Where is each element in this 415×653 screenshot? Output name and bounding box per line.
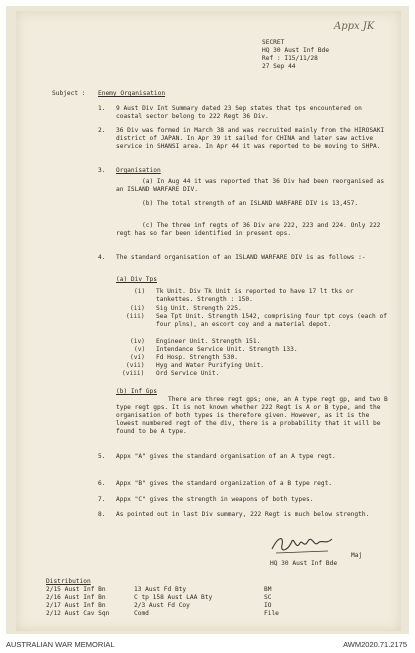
archive-footer: [0, 636, 415, 653]
div-tps-item: Intendance Service Unit. Strength 133.: [156, 346, 298, 353]
header-date: 27 Sep 44: [262, 63, 296, 70]
subject-label: Subject :: [52, 90, 86, 97]
header-ref: Ref : I15/11/28: [262, 55, 318, 62]
signature-unit: HQ 30 Aust Inf Bde: [270, 560, 338, 567]
para-5-text: Appx "A" gives the standard organisation of an A type regt.: [116, 453, 336, 460]
handwritten-annotation: Appx JK: [334, 21, 375, 32]
para-6-number: 6.: [98, 480, 106, 487]
div-tps-item: Tk Unit. Div Tk Unit is reported to have 17 lt tks or tankettes. Strength : 150.: [156, 288, 354, 303]
para-8-text: As pointed out in last Div summary, 222 Regt is much below strength.: [116, 511, 370, 518]
document-page: Appx JK SECRET HQ 30 Aust Inf Bde Ref : I15/11/28 27 Sep 44 Subject : Enemy Organisation 1. 9 Aust Div Int Summary dated 23 Sep states that tps encountered on coastal sector belong to 222 Regt 36 Div. 2. 36 Div was formed in March 38 and was recruited mainly from the HIROSAKI district of JAPAN. In Apr 39 it sailed for CHINA and later saw active service in SHANSI area. In Apr 44 it was reported to be moving to SHPA. 3. Organisation (a) In Aug 44 it was reported that 36 Div had been reorganised as an ISLAND WARFARE DIV. (b) The total strength of an ISLAND WARFARE DIV is 13,457. (c) The three inf regts of 36 Div are 222, 223 and 224. Only 222 regt has so far been identified in present ops. 4. The standard organisation of an ISLAND WARFARE DIV is as follows :- (a) Div Tps (i) Tk Unit. Div Tk Unit is reported to have 17 lt tks or tankettes. Strength : 150. (ii) Sig Unit. Strength 225. (iii) Sea Tpt Unit. Strength 1542, comprising four tpt coys (each of four plns), an escort coy and a material depot. (iv) Engineer Unit. Strength 151. (v) Intendance Service Unit. Strength 133. (vi) Fd Hosp. Strength 530. (vii) Hyg and Water Purifying Unit. (viii) Ord Service Unit. (b) Inf Gps There are three regt gps; one, an A type regt gp, and two B type regt gps. It is not known whether 222 Regt is A or B type, and the organisation of both types is therefore given. However, as it is the lowest numbered regt of the div, there is a probability that it will be found to be A type. 5. Appx "A" gives the standard organisation of an A type regt. 6. Appx "B" gives the standard organization of a B type regt. 7. Appx "C" gives the strength in weapons of both types. 8. As pointed out in last Div summary, 222 Regt is much below strength. Maj HQ 30 Aust Inf Bde Distribution 2/15 Aust Inf Bn 13 Aust Fd Bty BM 2/16 Aust Inf Bn C tp 158 Aust LAA Bty SC 2/17 Aust Inf Bn 2/3 Aust Fd Coy IO 2/12 Aust Cav Sqn Comd File: [16, 11, 401, 631]
div-tps-heading: (a) Div Tps: [116, 276, 157, 283]
div-tps-item-number: (iii): [126, 313, 145, 320]
classification: SECRET: [262, 39, 285, 46]
para-1-number: 1.: [98, 105, 106, 112]
para-2-text: 36 Div was formed in March 38 and was recruited mainly from the HIROSAKI district of JAPAN. In Apr 39 it sailed for CHINA and later saw active service in SHANSI area. In Apr 44 it was reported to be moving to SHPA.: [116, 127, 385, 150]
para-2-number: 2.: [98, 127, 106, 134]
div-tps-item: Engineer Unit. Strength 151.: [156, 338, 261, 345]
div-tps-item-number: (viii): [122, 370, 145, 377]
archive-name: AUSTRALIAN WAR MEMORIAL: [6, 640, 115, 649]
div-tps-item-number: (ii): [130, 305, 145, 312]
div-tps-item-number: (v): [134, 346, 146, 353]
signature: [268, 531, 338, 557]
div-tps-item: Sea Tpt Unit. Strength 1542, comprising four tpt coys (each of four plns), an escort coy and a material depot.: [156, 313, 387, 328]
para-3b-text: (b) The total strength of an ISLAND WARFARE DIV is 13,457.: [142, 200, 359, 207]
para-8-number: 8.: [98, 511, 106, 518]
para-6-text: Appx "B" gives the standard organization of a B type regt.: [116, 480, 333, 487]
div-tps-item: Hyg and Water Purifying Unit.: [156, 362, 265, 369]
div-tps-item: Ord Service Unit.: [156, 370, 220, 377]
para-3-heading: Organisation: [116, 167, 161, 174]
inf-gps-heading: (b) Inf Gps: [116, 388, 157, 395]
para-5-number: 5.: [98, 453, 106, 460]
para-7-number: 7.: [98, 496, 106, 503]
div-tps-item-number: (vi): [130, 354, 145, 361]
archive-accession-number: AWM2020.71.2175: [343, 640, 407, 649]
div-tps-item: Fd Hosp. Strength 530.: [156, 354, 238, 361]
div-tps-item: Sig Unit. Strength 225.: [156, 305, 242, 312]
para-3c-text: (c) The three inf regts of 36 Div are 222, 223 and 224. Only 222 regt has so far been identified in present ops.: [116, 222, 381, 237]
document-frame: [6, 6, 409, 634]
para-4-text: The standard organisation of an ISLAND WARFARE DIV is as follows :-: [116, 254, 366, 261]
para-7-text: Appx "C" gives the strength in weapons of both types.: [116, 496, 314, 503]
distribution-heading: Distribution: [46, 578, 91, 585]
para-3a-text: (a) In Aug 44 it was reported that 36 Div had been reorganised as an ISLAND WARFARE DIV.: [116, 178, 385, 193]
div-tps-item-number: (i): [134, 288, 146, 295]
para-4-number: 4.: [98, 254, 106, 261]
para-3-number: 3.: [98, 167, 106, 174]
inf-gps-text: There are three regt gps; one, an A type regt gp, and two B type regt gps. It is not known whether 222 Regt is A or B type, and the organisation of both types is therefore given. However, as it is the lowest numbered regt of the div, there is a probability that it will be found to be A type.: [116, 396, 388, 435]
para-1-text: 9 Aust Div Int Summary dated 23 Sep states that tps encountered on coastal sector belong to 222 Regt 36 Div.: [116, 105, 362, 120]
div-tps-item-number: (vii): [126, 362, 145, 369]
subject-title: Enemy Organisation: [98, 90, 166, 97]
header-unit: HQ 30 Aust Inf Bde: [262, 47, 330, 54]
div-tps-item-number: (iv): [130, 338, 145, 345]
signature-rank: Maj: [351, 552, 363, 559]
